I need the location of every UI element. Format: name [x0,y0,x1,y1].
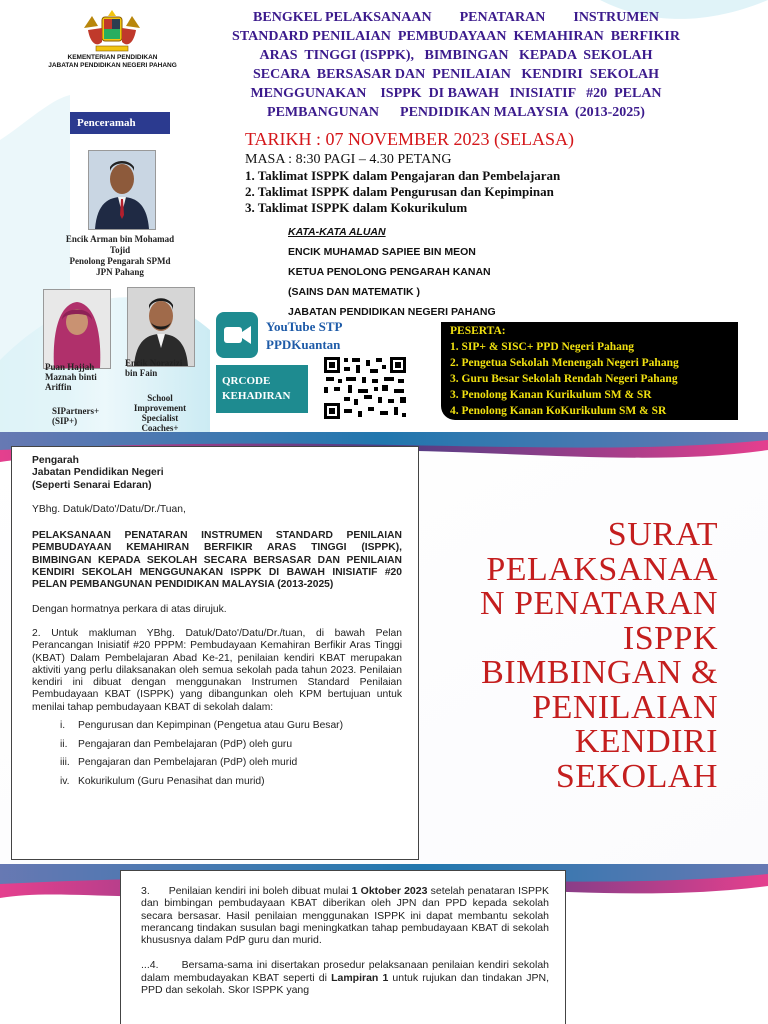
speaker2-caption [45,362,125,392]
agenda-item: 1. Taklimat ISPPK dalam Pengajaran dan Pembelajaran [245,168,561,183]
welcome-heading: KATA-KATA ALUAN [288,226,386,238]
speaker3-caption [125,358,200,378]
welcome-speech-block [288,222,496,322]
item-number: ii. [60,738,68,750]
agenda-item: 3. Taklimat ISPPK dalam Kokurikulum [245,200,468,215]
sisc-line: Improvement [133,403,187,413]
qrcode-line: KEHADIRAN [222,390,291,402]
letter-opening: Dengan hormatnya perkara di atas dirujuk. [32,603,227,615]
letter-page-2 [120,870,566,1024]
department-line: JABATAN PENDIDIKAN NEGERI PAHANG [48,62,177,69]
para3-text: setelah penataran ISPPK dan bimbingan pembudayaan KBAT diberikan oleh JPN dan PPD kepada sekolah secara bersasar. Hasil penilaian menggunakan ISPPK ini dapat membantu sekolah merancang tindakan susulan bagi meningkatkan tahap pembudayaan KBAT di sekolah khususnya dalam PdP guru dan murid. [141,885,552,947]
title-line: STANDARD PENILAIAN PEMBUDAYAAN KEMAHIRAN BERFIKIR [232,29,680,44]
speaker1-line: JPN Pahang [96,267,144,277]
title-line: MENGGUNAKAN ISPPK DI BAWAH INISIATIF #20 PELAN [250,86,662,101]
speaker-photo-arman [88,150,156,230]
item-text: Pengajaran dan Pembelajaran (PdP) oleh guru [78,738,293,750]
sisc-line: School [147,393,173,403]
welcome-line: ENCIK MUHAMAD SAPIEE BIN MEON [288,246,476,258]
speaker2-line: Maznah binti [45,372,97,382]
speaker1-line: Penolong Pengarah SPMd [69,256,171,266]
para3-text: 3. Penilaian kendiri ini boleh dibuat mulai [141,885,352,897]
letter-addressee [32,455,402,492]
event-date: TARIKH : 07 NOVEMBER 2023 (SELASA) [245,129,575,149]
slide-letter-title [0,432,768,864]
youtube-line: YouTube STP [266,319,343,334]
event-time: MASA : 8:30 PAGI – 4.30 PETANG [245,152,452,167]
google-meet-icon[interactable] [216,312,258,358]
sisc-label [130,393,190,432]
participant-item: 1. SIP+ & SISC+ PPD Negeri Pahang [450,341,635,353]
speaker1-line: Encik Arman bin Mohamad [65,234,175,244]
speakers-label: Penceramah [70,112,170,134]
letter-paragraph-2: 2. Untuk makluman YBhg. Datuk/Dato'/Datu/Dr./tuan, di bawah Pelan Perancangan Inisiatif #20 PPPM: Pembudayaan Kemahiran Berfikir Aras Tinggi (KBAT) Dalam Pembelajaran Abad Ke-21, penilaian kendiri KBAT merupakan aktiviti yang perlu dilaksanakan oleh semua sekolah pada tahun 2023. Penilaian kendiri ini dibuat dengan menggunakan Instrumen Standard Penilaian Pembudayaan KBAT (ISPPK) yang dibangunkan oleh KPM bertujuan untuk menilai tahap pembudayaan KBAT di sekolah dalam: [32,627,402,713]
sisc-line: Specialist [141,413,179,423]
letter-subject: PELAKSANAAN PENATARAN INSTRUMEN STANDARD PENILAIAN PEMBUDAYAAN KEMAHIRAN BERFIKIR ARAS TINGGI (ISPPK), BIMBINGAN KEPADA SEKOLAH SECARA BERSASAR DAN PENILAIAN KENDIRI SEKOLAH MENGGUNAKAN ISPPK DI BAWAH INISIATIF #20 PELAN PEMBANGUNAN PENDIDIKAN MALAYSIA (2013-2025) [32,530,402,591]
addressee-line: (Seperti Senarai Edaran) [32,479,152,491]
participant-item: 3. Guru Besar Sekolah Rendah Negeri Pahang [450,373,678,385]
youtube-channel-label[interactable] [266,318,342,354]
addressee-line: Pengarah [32,455,79,466]
letter-section-title [470,518,718,794]
welcome-line: JABATAN PENDIDIKAN NEGERI PAHANG [288,306,496,318]
participant-item: 4. Penolong Kanan KoKurikulum SM & SR [450,405,667,417]
youtube-line: PPDKuantan [266,337,341,352]
title-line: ARAS TINGGI (ISPPK), BIMBINGAN KEPADA SEKOLAH [259,48,653,63]
item-text: Pengurusan dan Kepimpinan (Pengetua atau Guru Besar) [78,720,344,732]
para4-text: untuk rujukan dan tindakan JPN, PPD dan sekolah. Skor ISPPK yang [141,971,552,997]
para3-date: 1 Oktober 2023 [351,885,428,897]
participant-item: 2. Pengetua Sekolah Menengah Negeri Pahang [450,357,679,369]
letter-salutation: YBhg. Datuk/Dato'/Datu/Dr./Tuan, [32,503,186,515]
qrcode-line: QRCODE [222,375,271,387]
speaker1-line: Tojid [109,245,131,255]
letter-item [60,773,402,792]
speaker-photo-norazizi [127,287,195,367]
participant-item: 3. Penolong Kanan Kurikulum SM & SR [450,389,652,401]
qrcode-attendance-label [216,365,308,413]
letter-paragraph-3 [141,885,552,947]
speaker-photo-maznah [43,289,111,369]
side-title-line: BIMBINGAN & [481,654,718,691]
item-number: iii. [60,757,70,769]
side-title-line: ISPPK [622,619,718,657]
ministry-line: KEMENTERIAN PENDIDIKAN [67,54,158,61]
agenda-item: 2. Taklimat ISPPK dalam Pengurusan dan Kepimpinan [245,184,554,199]
addressee-line: Jabatan Pendidikan Negeri [32,467,164,479]
title-line: PEMBANGUNAN PENDIDIKAN MALAYSIA (2013-2025) [267,105,645,120]
para4-text: ...4. Bersama-sama ini disertakan prosedur pelaksanaan penilaian kendiri sekolah dalam membudayakan KBAT seperti di [141,959,552,984]
side-title-line: SURAT [607,516,718,553]
jata-negara-crest-icon [78,8,146,56]
speaker3-line: Encik Norazizi [125,358,183,368]
para4-appendix: Lampiran 1 [331,971,389,984]
qr-code-icon[interactable] [322,355,408,421]
sisc-line: Coaches+ [141,423,179,432]
letter-item [60,736,402,755]
side-title-line: PENILAIAN [532,688,718,726]
item-number: iv. [60,775,70,787]
welcome-line: (SAINS DAN MATEMATIK ) [288,286,421,298]
speaker1-caption [55,234,185,278]
item-number: i. [60,720,66,732]
ministry-label [20,54,205,70]
letter-item-list [32,717,402,791]
sip-line: (SIP+) [52,416,78,426]
letter-item [60,754,402,773]
side-title-line: N PENATARAN [480,585,718,622]
side-title-line: PELAKSANAA [486,550,718,588]
title-line: BENGKEL PELAKSANAAN PENATARAN INSTRUMEN [253,10,659,25]
sip-partners-label [52,406,122,426]
item-text: Kokurikulum (Guru Penasihat dan murid) [78,775,265,787]
agenda-list [245,168,560,216]
speaker2-line: Ariffin [45,382,72,392]
letter-page-1 [11,446,419,860]
participants-box [441,322,738,420]
speaker2-line: Puan Hajjah [45,362,95,372]
letter-item [60,717,402,736]
slide-workshop-poster [0,0,768,432]
slide-letter-continued [0,864,768,1024]
item-text: Pengajaran dan Pembelajaran (PdP) oleh murid [78,757,298,769]
speaker3-line: bin Fain [125,368,158,378]
sip-line: SIPartners+ [52,406,100,416]
welcome-line: KETUA PENOLONG PENGARAH KANAN [288,266,491,278]
workshop-title [186,8,726,122]
title-line: SECARA BERSASAR DAN PENILAIAN KENDIRI SEKOLAH [252,67,660,82]
side-title-line: SEKOLAH [555,757,718,795]
letter-paragraph-4 [141,959,552,997]
participants-heading: PESERTA: [450,325,506,337]
side-title-line: KENDIRI [574,723,718,760]
